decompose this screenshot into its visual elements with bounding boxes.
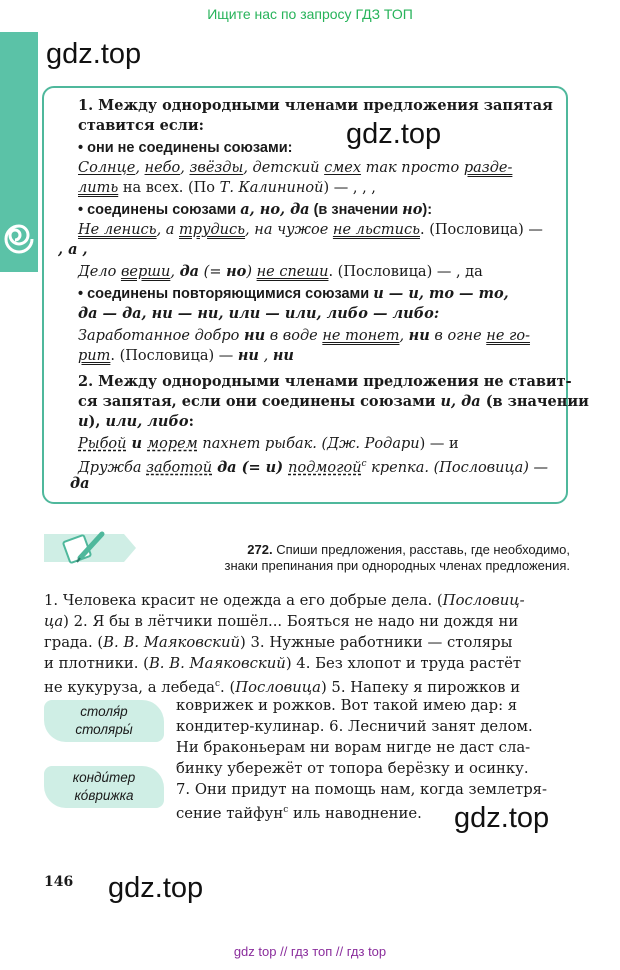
case-1-example-line-1: Солнце, небо, звёзды, детский смех так просто разде-: [78, 160, 513, 176]
rule-2-line-1: 2. Между однородными членами предложения не ставит-: [78, 373, 572, 390]
swirl-ornament-icon: [2, 222, 36, 256]
case-3-example-line-2: рит. (Пословица) — ни , ни: [78, 347, 294, 364]
hint-card-konditer: конди́тер ко́врижка: [44, 766, 164, 808]
hint-card-stolyar: столя́р столяры́: [44, 700, 164, 742]
case-2-example-line-3: Дело верши, да (= но) не спеши. (Пословица) — , да: [78, 263, 483, 280]
case-3-example-line-1: Заработанное добро ни в воде не тонет, ни в огне не го-: [78, 327, 530, 344]
watermark: gdz.top: [346, 118, 442, 150]
rule-1-line-2: ставится если:: [78, 117, 204, 134]
rule-1-line-1: 1. Между однородными членами предложения запятая: [78, 97, 553, 114]
exercise-line: ца) 2. Я бы в лётчики пошёл... Бояться не надо ни дождя ни: [44, 613, 519, 630]
case-2-example-line-1: Не ленись, а трудись, на чужое не льстись. (Пословица) —: [78, 222, 543, 238]
case-3-heading: • соединены повторяющимися союзами и — и, то — то,: [78, 285, 509, 302]
exercise-line: кондитер-кулинар. 6. Лесничий занят делом.: [176, 718, 533, 735]
top-banner[interactable]: Ищите нас по запросу ГДЗ ТОП: [207, 6, 413, 22]
exercise-line: 7. Они придут на помощь нам, когда землетря-: [176, 781, 548, 798]
case-3-line-2: да — да, ни — ни, или — или, либо — либо:: [78, 305, 440, 322]
exercise-line: Ни браконьерам ни ворам нигде не даст сла-: [176, 739, 531, 756]
case-2-example-line-2: , а ,: [58, 241, 88, 258]
rule-2-example-line-1: Рыбой и морем пахнет рыбак. (Дж. Родари) — и: [78, 435, 459, 452]
case-2-heading: • соединены союзами а, но, да (в значении но):: [78, 201, 433, 218]
exercise-line: бинку убережёт от топора берёзку и осинку.: [176, 760, 529, 777]
exercise-number: 272.: [247, 542, 273, 557]
rule-2-line-3: и), или, либо:: [78, 413, 194, 430]
page-number: 146: [44, 874, 74, 890]
rule-2-line-2: ся запятая, если они соединены союзами и, да (в значении: [78, 393, 589, 410]
exercise-line: не кукуруза, а лебеда$^с$. (Пословица) 5. Напеку я пирожков и: [44, 678, 521, 696]
exercise-line: и плотники. (В. В. Маяковский) 4. Без хлопот и труда растёт: [44, 655, 522, 672]
case-1-heading: • они не соединены союзами:: [78, 140, 293, 156]
rule-box: [42, 86, 589, 504]
exercise-line: сение тайфун$^с$ иль наводнение.: [176, 804, 422, 822]
exercise-title: 272. Спиши предложения, расставь, где необходимо, знаки препинания при однородных членах предложения.: [224, 542, 570, 573]
exercise-line: коврижек и рожков. Вот такой имею дар: я: [176, 697, 518, 714]
footer-links[interactable]: gdz top // гдз топ // гдз top: [233, 944, 387, 959]
watermark: gdz.top: [454, 802, 550, 834]
pencil-banner-icon: [44, 528, 136, 568]
rule-2-example-line-3: да: [70, 475, 90, 492]
exercise-line: 1. Человека красит не одежда а его добрые дела. (Пословиц-: [44, 592, 525, 609]
watermark: gdz.top: [46, 38, 142, 70]
watermark: gdz.top: [108, 872, 204, 904]
case-1-example-line-2: лить на всех. (По Т. Калининой) — , , ,: [78, 180, 376, 196]
rule-2-example-line-2: Дружба заботой да (= и) подмогой$^с$ крепка. (Пословица) —: [78, 458, 548, 476]
exercise-line: града. (В. В. Маяковский) 3. Нужные работники — столяры: [44, 634, 513, 651]
